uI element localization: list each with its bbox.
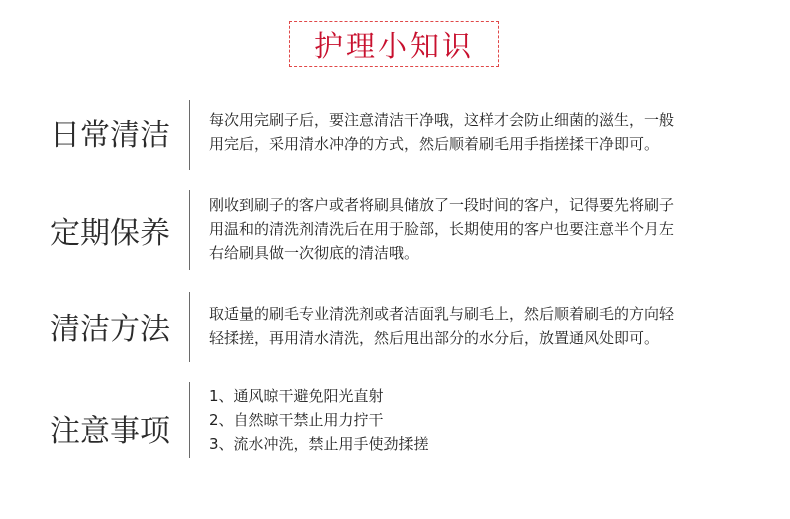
section-body xyxy=(209,302,749,350)
section-precautions xyxy=(0,382,790,462)
section-daily-cleaning xyxy=(0,100,790,172)
section-body xyxy=(209,384,749,456)
section-heading: 清洁方法 xyxy=(50,312,170,347)
section-line: 刚收到刷子的客户或者将刷具储放了一段时间的客户，记得要先将刷子 xyxy=(209,196,675,214)
section-line: 轻揉搓，再用清水清洗，然后甩出部分的水分后，放置通风处即可。 xyxy=(209,329,660,347)
section-line: 2、自然晾干禁止用力拧干 xyxy=(209,411,384,429)
section-divider xyxy=(189,292,190,362)
section-divider xyxy=(189,382,190,458)
section-line: 用完后，采用清水冲净的方式，然后顺着刷毛用手指搓揉干净即可。 xyxy=(209,135,660,153)
title-box xyxy=(289,21,499,67)
section-body xyxy=(209,193,749,265)
section-divider xyxy=(189,190,190,270)
section-heading: 日常清洁 xyxy=(50,118,170,153)
section-line: 每次用完刷子后，要注意清洁干净哦，这样才会防止细菌的滋生，一般 xyxy=(209,111,675,129)
section-body xyxy=(209,108,749,156)
page-title: 护理小知识 xyxy=(313,28,474,63)
section-heading: 定期保养 xyxy=(50,216,170,251)
section-line: 用温和的清洗剂清洗后在用于脸部，长期使用的客户也要注意半个月左 xyxy=(209,220,675,238)
section-divider xyxy=(189,100,190,170)
section-line: 取适量的刷毛专业清洗剂或者洁面乳与刷毛上，然后顺着刷毛的方向轻 xyxy=(209,305,675,323)
section-heading: 注意事项 xyxy=(50,414,170,449)
section-regular-maintenance xyxy=(0,188,790,272)
section-line: 右给刷具做一次彻底的清洁哦。 xyxy=(209,244,420,262)
section-line: 1、通风晾干避免阳光直射 xyxy=(209,387,384,405)
section-cleaning-method xyxy=(0,292,790,364)
section-line: 3、流水冲洗，禁止用手使劲揉搓 xyxy=(209,435,429,453)
